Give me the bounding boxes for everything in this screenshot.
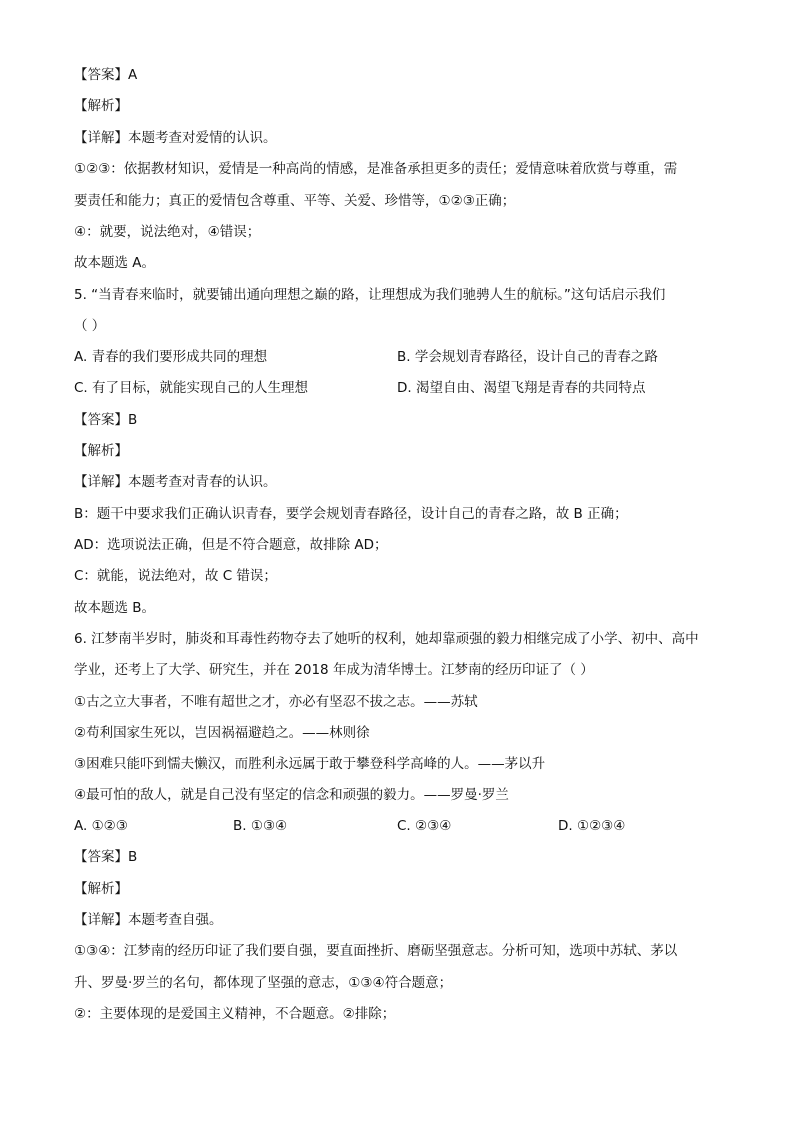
- answer-label: 【答案】B: [74, 412, 138, 428]
- option-b: B. ①③④: [233, 818, 288, 834]
- explanation-line: ①②③：依据教材知识，爱情是一种高尚的情感，是准备承担更多的责任；爱情意味着欣赏与尊重，需: [74, 161, 678, 177]
- detail-intro: 【详解】本题考查自强。: [74, 912, 223, 928]
- explanation-line: 升、罗曼·罗兰的名句，都体现了坚强的意志，①③④符合题意；: [74, 975, 453, 991]
- answer-label: 【答案】A: [74, 67, 138, 83]
- detail-intro: 【详解】本题考查对爱情的认识。: [74, 130, 277, 146]
- option-c: C. 有了目标，就能实现自己的人生理想: [74, 380, 309, 396]
- explanation-line: AD：选项说法正确，但是不符合题意，故排除 AD；: [74, 537, 388, 553]
- quote-item: ④最可怕的敌人，就是自己没有坚定的信念和顽强的毅力。——罗曼·罗兰: [74, 787, 509, 803]
- analysis-label: 【解析】: [74, 881, 128, 897]
- explanation-line: ②：主要体现的是爱国主义精神，不合题意。②排除；: [74, 1006, 396, 1022]
- quote-item: ③困难只能吓到懦夫懒汉，而胜利永远属于敢于攀登科学高峰的人。——茅以升: [74, 756, 546, 772]
- analysis-label: 【解析】: [74, 443, 128, 459]
- conclusion-line: 故本题选 A。: [74, 255, 156, 271]
- question-5-blank: （ ）: [74, 318, 106, 334]
- quote-item: ①古之立大事者，不唯有超世之才，亦必有坚忍不拔之志。——苏轼: [74, 694, 478, 710]
- analysis-label: 【解析】: [74, 98, 128, 114]
- explanation-line: ①③④：江梦南的经历印证了我们要自强，要直面挫折、磨砺坚强意志。分析可知，选项中苏轼、茅以: [74, 943, 678, 959]
- option-a: A. 青春的我们要形成共同的理想: [74, 349, 268, 365]
- conclusion-line: 故本题选 B。: [74, 600, 156, 616]
- option-c: C. ②③④: [397, 818, 452, 834]
- option-d: D. 渴望自由、渴望飞翔是青春的共同特点: [397, 380, 646, 396]
- quote-item: ②苟利国家生死以，岂因祸福避趋之。——林则徐: [74, 725, 370, 741]
- answer-label: 【答案】B: [74, 849, 138, 865]
- question-6-stem: 6. 江梦南半岁时，肺炎和耳毒性药物夺去了她听的权利，她却靠顽强的毅力相继完成了小学、初中、高中: [74, 631, 699, 647]
- option-a: A. ①②③: [74, 818, 128, 834]
- explanation-line: ④：就要，说法绝对，④错误；: [74, 224, 261, 240]
- explanation-line: C：就能，说法绝对，故 C 错误；: [74, 568, 277, 584]
- option-b: B. 学会规划青春路径，设计自己的青春之路: [397, 349, 658, 365]
- option-d: D. ①②③④: [558, 818, 626, 834]
- explanation-line: B：题干中要求我们正确认识青春，要学会规划青春路径，设计自己的青春之路，故 B 正确；: [74, 506, 628, 522]
- explanation-line: 要责任和能力；真正的爱情包含尊重、平等、关爱、珍惜等，①②③正确；: [74, 193, 516, 209]
- question-6-stem: 学业，还考上了大学、研究生，并在 2018 年成为清华博士。江梦南的经历印证了（ ）: [74, 662, 594, 678]
- detail-intro: 【详解】本题考查对青春的认识。: [74, 474, 277, 490]
- question-5-stem: 5. “当青春来临时，就要铺出通向理想之巅的路，让理想成为我们驰骋人生的航标。”这句话启示我们: [74, 287, 666, 303]
